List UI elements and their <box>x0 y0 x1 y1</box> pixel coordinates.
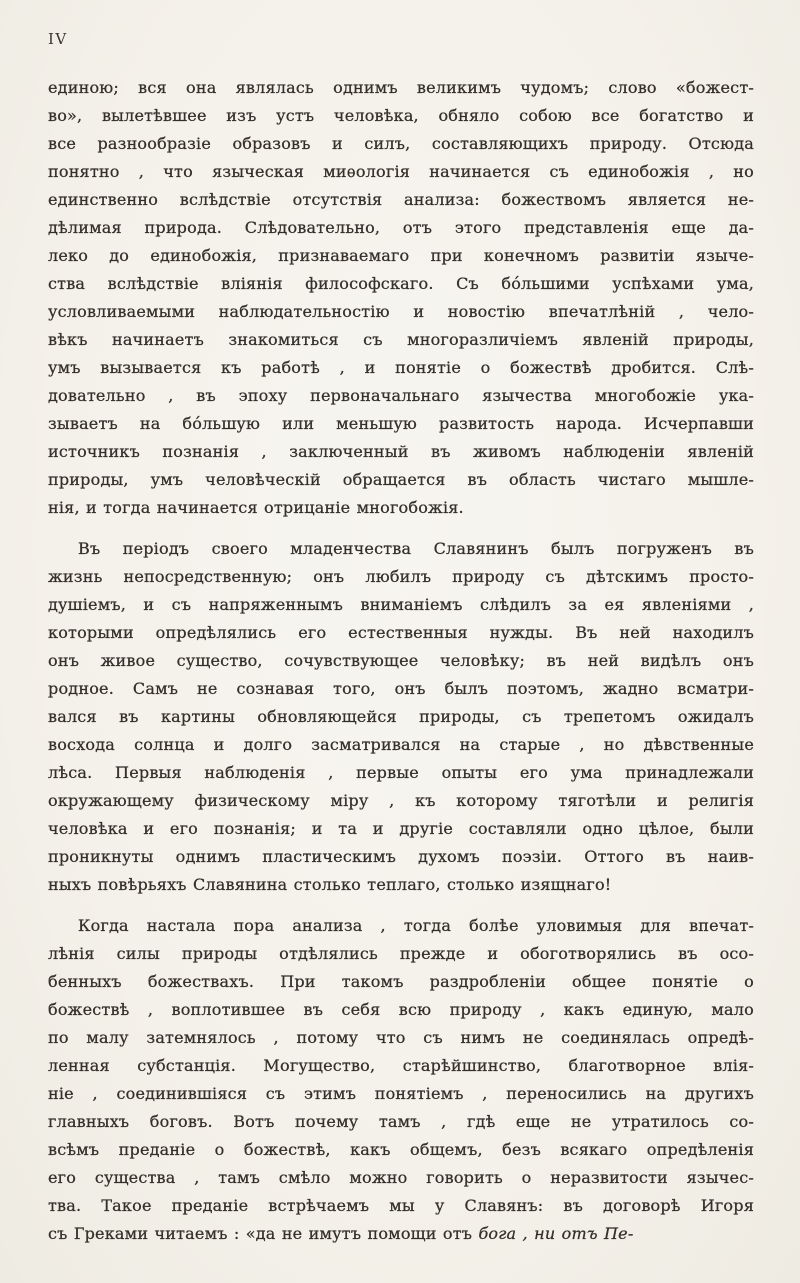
text-line: лѣса. Первыя наблюденія , первые опыты его ума принадлежали <box>48 763 754 782</box>
text-line: единою; вся она являлась однимъ великимъ чудомъ; слово «божест- <box>48 78 754 97</box>
text-line: онъ живое существо, сочувствующее человѣку; въ ней видѣлъ онъ <box>48 651 754 670</box>
italic-text-segment: бога , ни отъ Пе- <box>478 1224 634 1243</box>
text-line: ніе , соединившіяся съ этимъ понятіемъ , переносились на другихъ <box>48 1084 754 1103</box>
text-line: единственно вслѣдствіе отсутствія анализа: божествомъ является не- <box>48 190 754 209</box>
text-line: окружающему физическому міру , къ которому тяготѣли и религія <box>48 791 754 810</box>
text-line: лѣнія силы природы отдѣлялись прежде и обоготворялись въ осо- <box>48 944 754 963</box>
text-segment: съ Греками читаемъ : «да не имутъ помощи отъ <box>48 1224 479 1243</box>
text-line: вался въ картины обновляющейся природы, съ трепетомъ ожидалъ <box>48 707 754 726</box>
page-number: IV <box>48 30 68 48</box>
text-line: условливаемыми наблюдательностію и новостію впечатлѣній , чело- <box>48 302 754 321</box>
text-line: проникнуты однимъ пластическимъ духомъ поэзіи. Оттого въ наив- <box>48 847 754 866</box>
paragraph <box>48 74 754 522</box>
text-line: главныхъ боговъ. Вотъ почему тамъ , гдѣ еще не утратилось со- <box>48 1112 754 1131</box>
text-line: по малу затемнялось , потому что съ нимъ не соединялась опредѣ- <box>48 1028 754 1047</box>
text-line: ленная субстанція. Могущество, старѣйшинство, благотворное влія- <box>48 1056 754 1075</box>
text-line: человѣка и его познанія; и та и другіе составляли одно цѣлое, были <box>48 819 754 838</box>
text-line: божествѣ , воплотившее въ себя всю природу , какъ единую, мало <box>48 1000 754 1019</box>
text-line: источникъ познанія , заключенный въ живомъ наблюденіи явленій <box>48 442 754 461</box>
text-line: бенныхъ божествахъ. При такомъ раздробленіи общее понятіе о <box>48 972 754 991</box>
text-line: вѣкъ начинаетъ знакомиться съ многоразличіемъ явленій природы, <box>48 330 754 349</box>
text-line: леко до единобожія, признаваемаго при конечномъ развитіи языче- <box>48 246 754 265</box>
text-line: всѣмъ преданіе о божествѣ, какъ общемъ, безъ всякаго опредѣленія <box>48 1140 754 1159</box>
text-line: умъ вызывается къ работѣ , и понятіе о божествѣ дробится. Слѣ- <box>48 358 754 377</box>
text-line: душіемъ, и съ напряженнымъ вниманіемъ слѣдилъ за ея явленіями , <box>48 595 754 614</box>
text-line: его существа , тамъ смѣло можно говорить о неразвитости язычес- <box>48 1168 754 1187</box>
text-line: ства вслѣдствіе вліянія философскаго. Съ бо́льшими успѣхами ума, <box>48 274 754 293</box>
paragraph <box>48 535 754 899</box>
text-line: во», вылетѣвшее изъ устъ человѣка, обняло собою все богатство и <box>48 106 754 125</box>
text-line: все разнообразіе образовъ и силъ, составляющихъ природу. Отсюда <box>48 134 754 153</box>
text-line <box>48 1220 754 1248</box>
text-line: ныхъ повѣрьяхъ Славянина столько теплаго, столько изящнаго! <box>48 875 612 894</box>
text-line: восхода солнца и долго засматривался на старые , но дѣвственные <box>48 735 754 754</box>
text-line: нія, и тогда начинается отрицаніе многобожія. <box>48 498 464 517</box>
text-line: природы, умъ человѣческій обращается въ область чистаго мышле- <box>48 470 754 489</box>
text-line: родное. Самъ не сознавая того, онъ былъ поэтомъ, жадно всматри- <box>48 679 754 698</box>
text-line: довательно , въ эпоху первоначальнаго язычества многобожіе ука- <box>48 386 754 405</box>
text-line: Когда настала пора анализа , тогда болѣе уловимыя для впечат- <box>78 916 754 935</box>
text-line: тва. Такое преданіе встрѣчаемъ мы у Славянъ: въ договорѣ Игоря <box>48 1196 754 1215</box>
text-line: жизнь непосредственную; онъ любилъ природу съ дѣтскимъ просто- <box>48 567 754 586</box>
text-line: которыми опредѣлялись его естественныя нужды. Въ ней находилъ <box>48 623 754 642</box>
text-line: зываетъ на бо́льшую или меньшую развитость народа. Исчерпавши <box>48 414 754 433</box>
text-line: понятно , что языческая миѳологія начинается съ единобожія , но <box>48 162 754 181</box>
text-line: Въ періодъ своего младенчества Славянинъ былъ погруженъ въ <box>78 539 754 558</box>
text-line: дѣлимая природа. Слѣдовательно, отъ этого представленія еще да- <box>48 218 754 237</box>
paragraph <box>48 912 754 1248</box>
text-block <box>48 74 754 1248</box>
